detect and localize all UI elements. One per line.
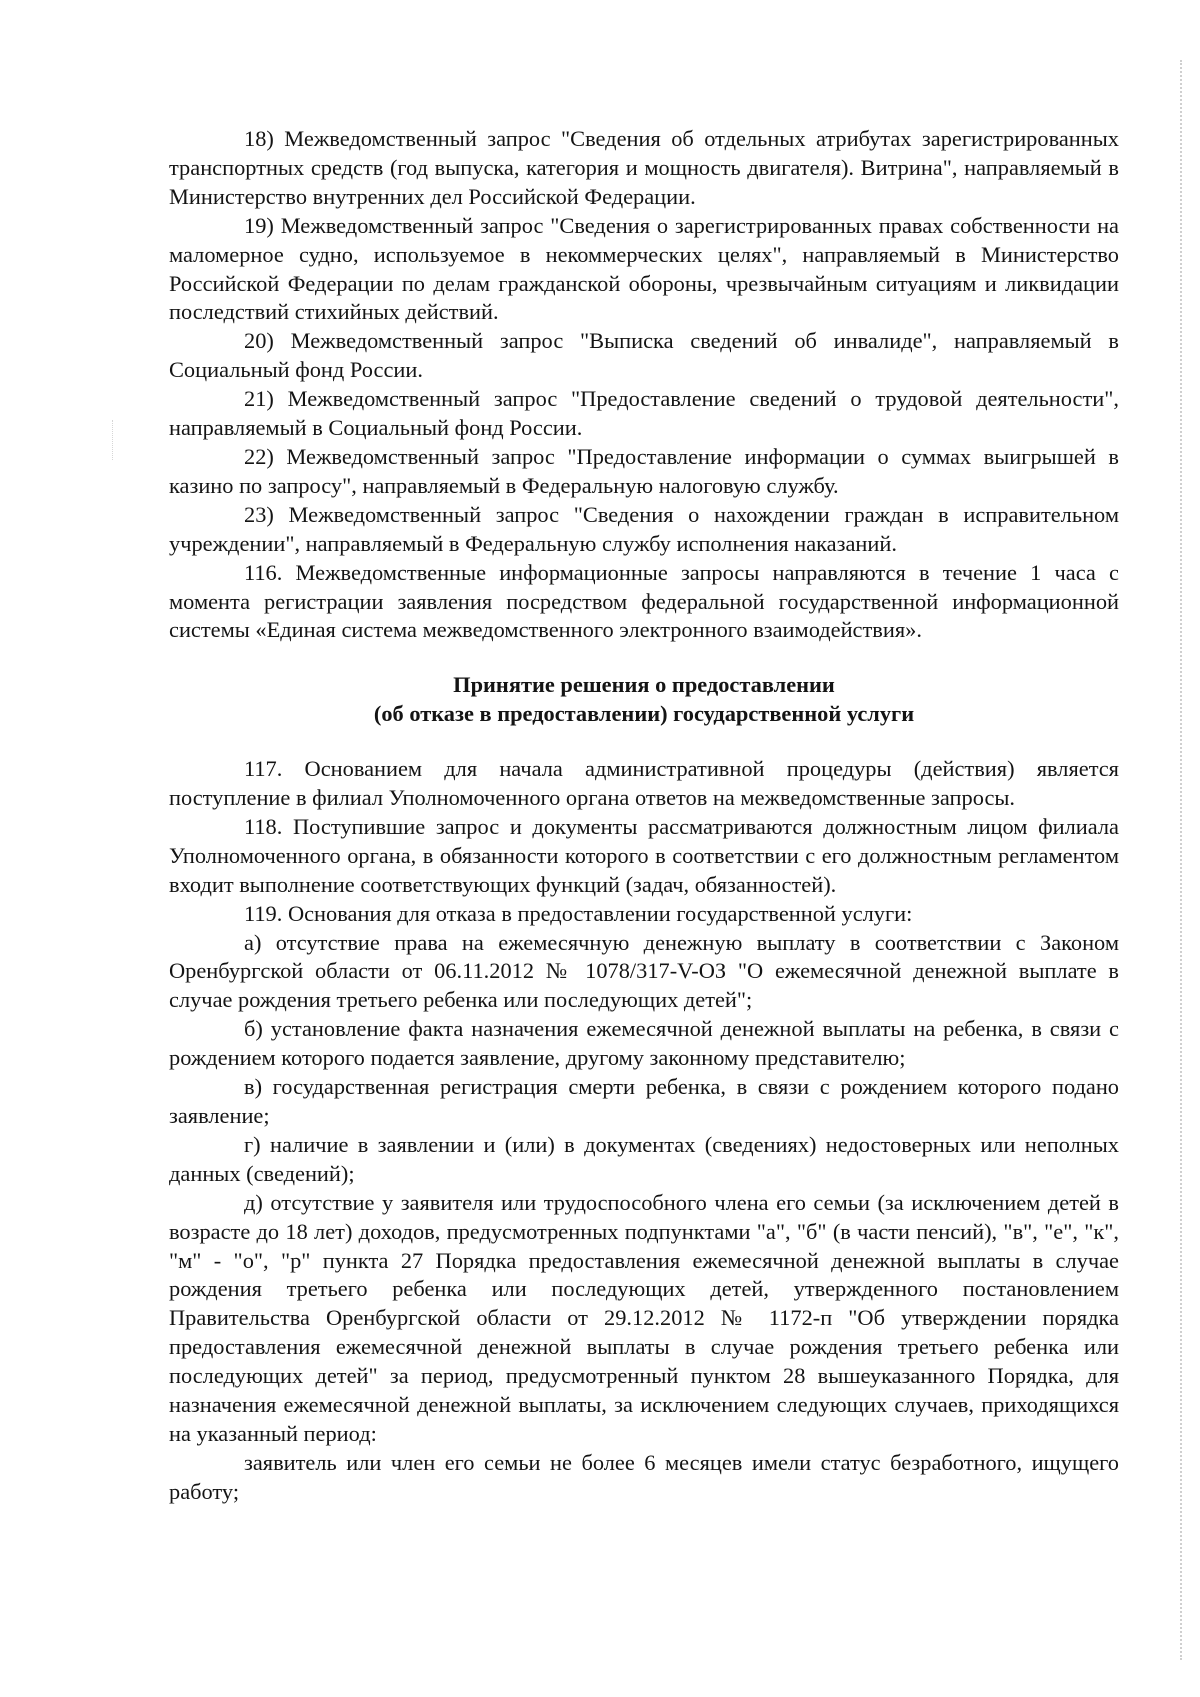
paragraph-item-23: 23) Межведомственный запрос "Сведения о нахождении граждан в исправительном учреждении", направляемый в Федеральную службу исполнения наказаний.: [169, 501, 1119, 556]
paragraph-119-g: г) наличие в заявлении и (или) в документах (сведениях) недостоверных или неполных данных (сведений);: [169, 1131, 1119, 1186]
paragraph-item-19: 19) Межведомственный запрос "Сведения о зарегистрированных правах собственности на маломерное судно, используемое в некоммерческих целях", направляемый в Министерство Российской Федерации по делам гражданской обороны, чрезвычайным ситуациям и ликвидации последствий стихийных действий.: [169, 212, 1119, 325]
paragraph-119-b: б) установление факта назначения ежемесячной денежной выплаты на ребенка, в связи с рождением которого подается заявление, другому законному представителю;: [169, 1016, 1119, 1071]
paragraph-exception-unemployed: заявитель или член его семьи не более 6 месяцев имели статус безработного, ищущего работу;: [169, 1449, 1119, 1504]
paragraph-118: 118. Поступившие запрос и документы рассматриваются должностным лицом филиала Уполномоченного органа, в обязанности которого в соответствии с его должностным регламентом входит выполнение соответствующих функций (задач, обязанностей).: [169, 813, 1119, 897]
paragraph-item-21: 21) Межведомственный запрос "Предоставление сведений о трудовой деятельности", направляемый в Социальный фонд России.: [169, 386, 1119, 441]
paragraph-119-d: д) отсутствие у заявителя или трудоспособного члена его семьи (за исключением детей в возрасте до 18 лет) доходов, предусмотренных подпунктами "а", "б" (в части пенсий), "в", "е", "к", "м" - "о", "р" пункта 27 Порядка предоставления ежемесячной денежной выплаты в случае рождения третьего ребенка или последующих детей, утвержденного постановлением Правительства Оренбургской области от 29.12.2012 № 1172-п "Об утверждении порядка предоставления ежемесячной денежной выплаты в случае рождения третьего ребенка или последующих детей" за период, предусмотренный пунктом 28 вышеуказанного Порядка, для назначения ежемесячной денежной выплаты, за исключением следующих случаев, приходящихся на указанный период:: [169, 1189, 1119, 1446]
paragraph-119: 119. Основания для отказа в предоставлении государственной услуги:: [244, 900, 913, 926]
paragraph-119-v: в) государственная регистрация смерти ребенка, в связи с рождением которого подано заявление;: [169, 1074, 1119, 1128]
paragraph-item-22: 22) Межведомственный запрос "Предоставление информации о суммах выигрышей в казино по запросу", направляемый в Федеральную налоговую службу.: [169, 443, 1119, 498]
paragraph-item-18: 18) Межведомственный запрос "Сведения об отдельных атрибутах зарегистрированных транспортных средств (год выпуска, категория и мощность двигателя). Витрина", направляемый в Министерство внутренних дел Российской Федерации.: [169, 126, 1119, 209]
section-gap-top: [169, 645, 1119, 671]
section-heading-line-2: (об отказе в предоставлении) государственной услуги: [373, 701, 915, 727]
paragraph-item-20: 20) Межведомственный запрос "Выписка сведений об инвалиде", направляемый в Социальный фонд России.: [169, 328, 1119, 383]
section-heading-line-1: Принятие решения о предоставлении: [453, 672, 835, 698]
scan-margin-mark: [112, 420, 113, 460]
scan-edge-dots: [1180, 60, 1182, 1660]
paragraph-117: 117. Основанием для начала административной процедуры (действия) является поступление в филиал Уполномоченного органа ответов на межведомственные запросы.: [169, 756, 1119, 811]
paragraph-119-a: а) отсутствие права на ежемесячную денежную выплату в соответствии с Законом Оренбургской области от 06.11.2012 № 1078/317-V-ОЗ "О ежемесячной денежной выплате в случае рождения третьего ребенка или последующих детей";: [169, 929, 1119, 1013]
paragraph-116: 116. Межведомственные информационные запросы направляются в течение 1 часа с момента регистрации заявления посредством федеральной государственной информационной системы «Единая система межведомственного электронного взаимодействия».: [169, 559, 1119, 643]
section-gap-bottom: [169, 729, 1119, 755]
document-page: [169, 125, 1119, 1507]
